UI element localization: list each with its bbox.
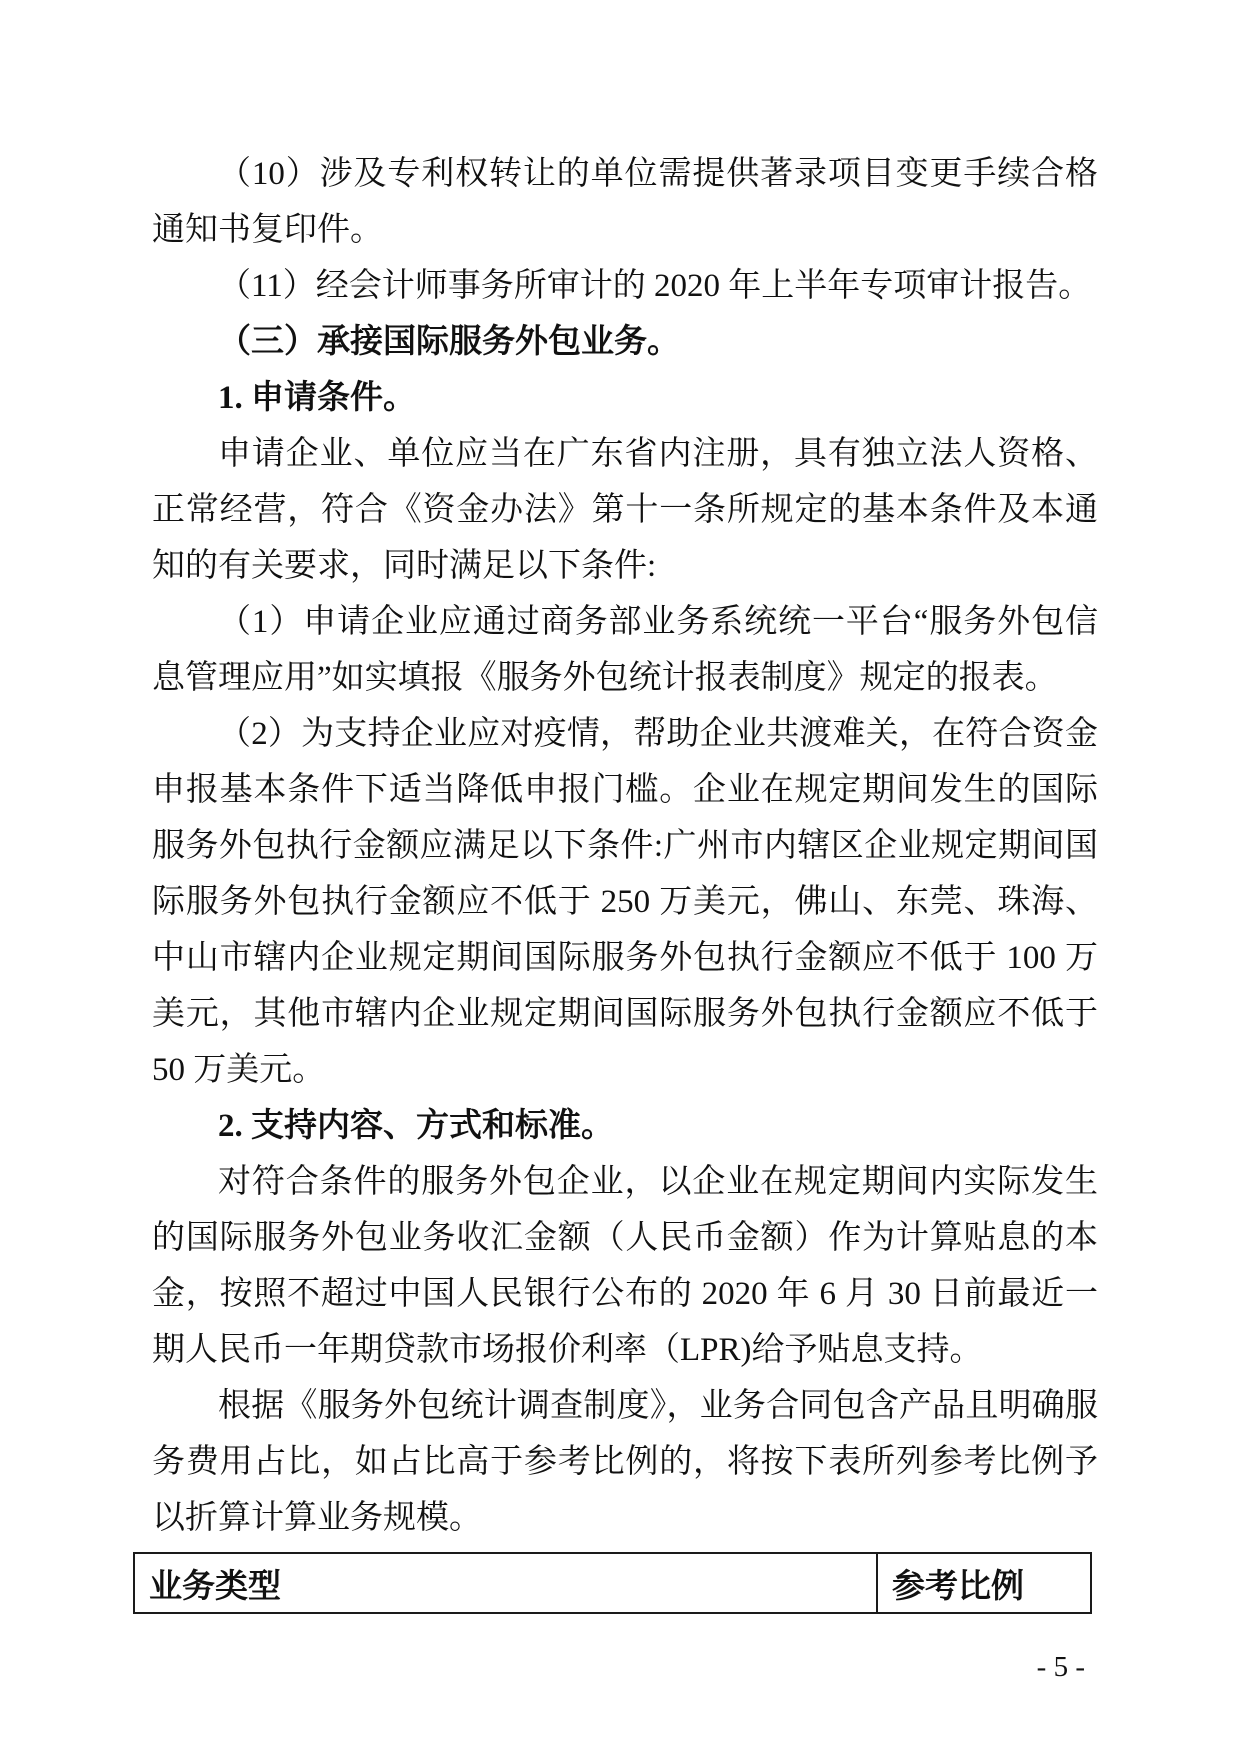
document-body bbox=[149, 146, 1098, 1614]
paragraph-ratio-conversion: 根据《服务外包统计调查制度》，业务合同包含产品且明确服务费用占比，如占比高于参考比例的，将按下表所列参考比例予以折算计算业务规模。 bbox=[152, 1388, 1098, 1536]
paragraph-condition-2: （2）为支持企业应对疫情，帮助企业共渡难关，在符合资金申报基本条件下适当降低申报门槛。企业在规定期间发生的国际服务外包执行金额应满足以下条件:广州市内辖区企业规定期间国际服务外包执行金额应不低于 250 万美元，佛山、东莞、珠海、中山市辖内企业规定期间国际服务外包执行金额应不低于 100 万美元，其他市辖内企业规定期间国际服务外包执行金额应不低于 50 万美元。 bbox=[152, 716, 1098, 1088]
paragraph-subsidy-calculation: 对符合条件的服务外包企业，以企业在规定期间内实际发生的国际服务外包业务收汇金额（人民币金额）作为计算贴息的本金，按照不超过中国人民银行公布的 2020 年 6 月 30 日前最近一期人民币一年期贷款市场报价利率（LPR)给予贴息支持。 bbox=[152, 1164, 1098, 1368]
section-heading-three: （三）承接国际服务外包业务。 bbox=[218, 324, 680, 360]
conversion-ratio-table bbox=[133, 1552, 1092, 1614]
table-header-business-type: 业务类型 bbox=[134, 1553, 877, 1613]
paragraph-application-requirements: 申请企业、单位应当在广东省内注册，具有独立法人资格、正常经营，符合《资金办法》第十一条所规定的基本条件及本通知的有关要求，同时满足以下条件: bbox=[152, 436, 1098, 584]
paragraph-condition-1: （1）申请企业应通过商务部业务系统统一平台“服务外包信息管理应用”如实填报《服务外包统计报表制度》规定的报表。 bbox=[152, 604, 1098, 696]
table-header-reference-ratio: 参考比例 bbox=[877, 1553, 1091, 1613]
subheading-support-content: 2. 支持内容、方式和标准。 bbox=[218, 1108, 614, 1144]
subheading-application-conditions: 1. 申请条件。 bbox=[218, 380, 416, 416]
paragraph-item-10: （10）涉及专利权转让的单位需提供著录项目变更手续合格通知书复印件。 bbox=[152, 156, 1098, 248]
table-header-row bbox=[134, 1553, 1091, 1613]
paragraph-item-11: （11）经会计师事务所审计的 2020 年上半年专项审计报告。 bbox=[218, 268, 1092, 304]
page-number: - 5 - bbox=[1036, 1651, 1085, 1683]
